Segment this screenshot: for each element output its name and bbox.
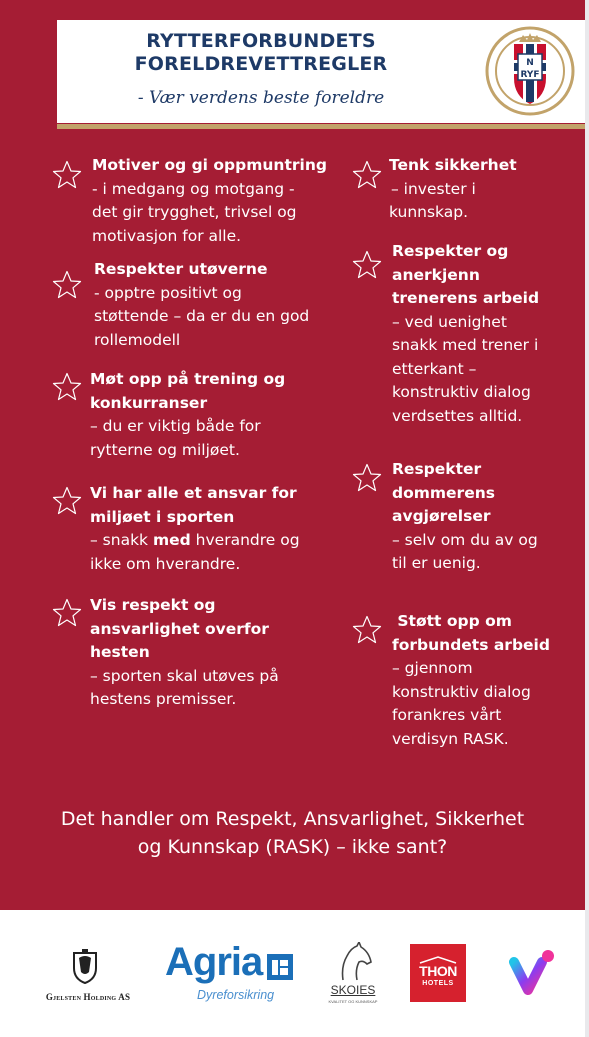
item-line: konstruktiv dialog (392, 383, 531, 401)
item-line: - i medgang og motgang - (92, 179, 295, 198)
item-line: til er uenig. (392, 554, 481, 572)
right-edge-strip (585, 0, 589, 1037)
item-title: Respekter og (392, 242, 509, 260)
item-line: verdisyn RASK. (392, 729, 509, 748)
ryf-logo (485, 26, 575, 116)
horse-head-icon (331, 942, 375, 982)
star-icon (52, 486, 82, 516)
item-line: – gjennom (392, 659, 473, 677)
left-item-3-text (90, 368, 285, 462)
closing-line-1: Det handler om Respekt, Ansvarlighet, Sikkerhet (60, 808, 525, 830)
skoies-wordmark: SKOIES (330, 983, 376, 997)
item-line: snakk med trener i (392, 336, 539, 354)
left-item-2-text (94, 258, 309, 352)
item-title: Møt opp på trening og (90, 370, 286, 388)
gjelsten-label: Gjelsten Holding AS (45, 992, 131, 1002)
header-gold-line (57, 124, 585, 129)
thon-sub: HOTELS (422, 980, 454, 987)
item-line: det gir trygghet, trivsel og (92, 203, 297, 221)
item-line: – invester i (391, 179, 476, 198)
title-line-1: RYTTERFORBUNDETS (146, 30, 376, 52)
star-icon (52, 160, 82, 190)
star-icon (352, 615, 382, 645)
sponsor-bar (0, 910, 585, 1037)
item-line: forankres vårt (392, 706, 502, 724)
left-item-5-text (90, 594, 279, 712)
logo-text-n: N (526, 58, 534, 68)
item-title: Tenk sikkerhet (389, 156, 517, 174)
item-line: rollemodell (94, 330, 181, 349)
item-line: - opptre positivt og (94, 283, 242, 302)
skoies-tagline: KVALITET OG KUNNSKAP (328, 999, 378, 1004)
sponsor-gjelsten[interactable] (28, 946, 148, 1016)
item-title: Vis respekt og (90, 596, 216, 614)
item-line: rytterne og miljøet. (90, 440, 240, 459)
logo-text-ryf: RYF (520, 70, 540, 80)
right-item-3-text (392, 458, 538, 576)
item-title: ansvarlighet overfor (90, 619, 269, 638)
item-line: verdsettes alltid. (392, 406, 523, 425)
item-line: kunnskap. (389, 203, 469, 221)
star-icon (52, 270, 82, 300)
item-line: – ved uenighet (392, 312, 507, 331)
star-icon (352, 463, 382, 493)
item-line: konstruktiv dialog (392, 682, 531, 701)
agria-wordmark: Agria (165, 940, 263, 984)
item-title: avgjørelser (392, 507, 491, 525)
star-icon (352, 250, 382, 280)
left-item-1-text (92, 154, 327, 248)
item-line: – sporten skal utøves på (90, 666, 279, 685)
item-line: hestens premisser. (90, 690, 237, 708)
closing-line-2: og Kunnskap (RASK) – ikke sant? (137, 836, 448, 858)
item-title: konkurranser (90, 393, 208, 412)
item-title: trenerens arbeid (392, 289, 540, 307)
item-line: motivasjon for alle. (92, 226, 242, 245)
item-title: forbundets arbeid (392, 635, 550, 654)
item-title: miljøet i sporten (90, 507, 235, 526)
left-item-4-text (90, 482, 300, 576)
agria-square-icon (267, 954, 293, 980)
gjelsten-crest-icon (70, 948, 100, 984)
star-icon (352, 160, 382, 190)
subtitle: - Vær verdens beste foreldre (137, 88, 385, 108)
item-bold-word: med (152, 531, 191, 549)
right-item-2-text (392, 240, 539, 428)
item-line: ikke om hverandre. (90, 554, 241, 573)
right-item-1-text (389, 154, 517, 225)
sponsor-agria[interactable] (163, 940, 298, 1010)
item-line: støttende – da er du en god (94, 307, 310, 325)
item-line: – selv om du av og (392, 530, 538, 549)
title-line-2: FORELDREVETTREGLER (134, 53, 388, 75)
item-title: Støtt opp om (392, 612, 512, 630)
agria-tagline: Dyreforsikring (197, 988, 275, 1002)
item-title: Respekter (392, 460, 482, 478)
item-line: – snakk (90, 531, 153, 549)
item-title: Motiver og gi oppmuntring (92, 156, 327, 174)
right-item-4-text (392, 610, 550, 751)
item-title: Vi har alle et ansvar for (90, 484, 297, 502)
sponsor-v-logo[interactable] (508, 948, 556, 998)
item-line: etterkant – (392, 359, 477, 378)
star-icon (52, 372, 82, 402)
v-logo-icon (508, 948, 556, 998)
item-line: hverandre og (190, 531, 300, 549)
sponsor-skoies[interactable] (326, 942, 380, 1016)
star-icon (52, 598, 82, 628)
item-title: dommerens (392, 483, 495, 502)
rask-closing-text (0, 805, 585, 861)
item-title: hesten (90, 643, 150, 661)
sponsor-thon-hotels[interactable] (410, 944, 466, 1002)
item-title: anerkjenn (392, 265, 480, 284)
thon-wordmark: THON (419, 963, 457, 979)
item-title: Respekter utøverne (94, 260, 268, 278)
item-line: – du er viktig både for (90, 417, 261, 435)
